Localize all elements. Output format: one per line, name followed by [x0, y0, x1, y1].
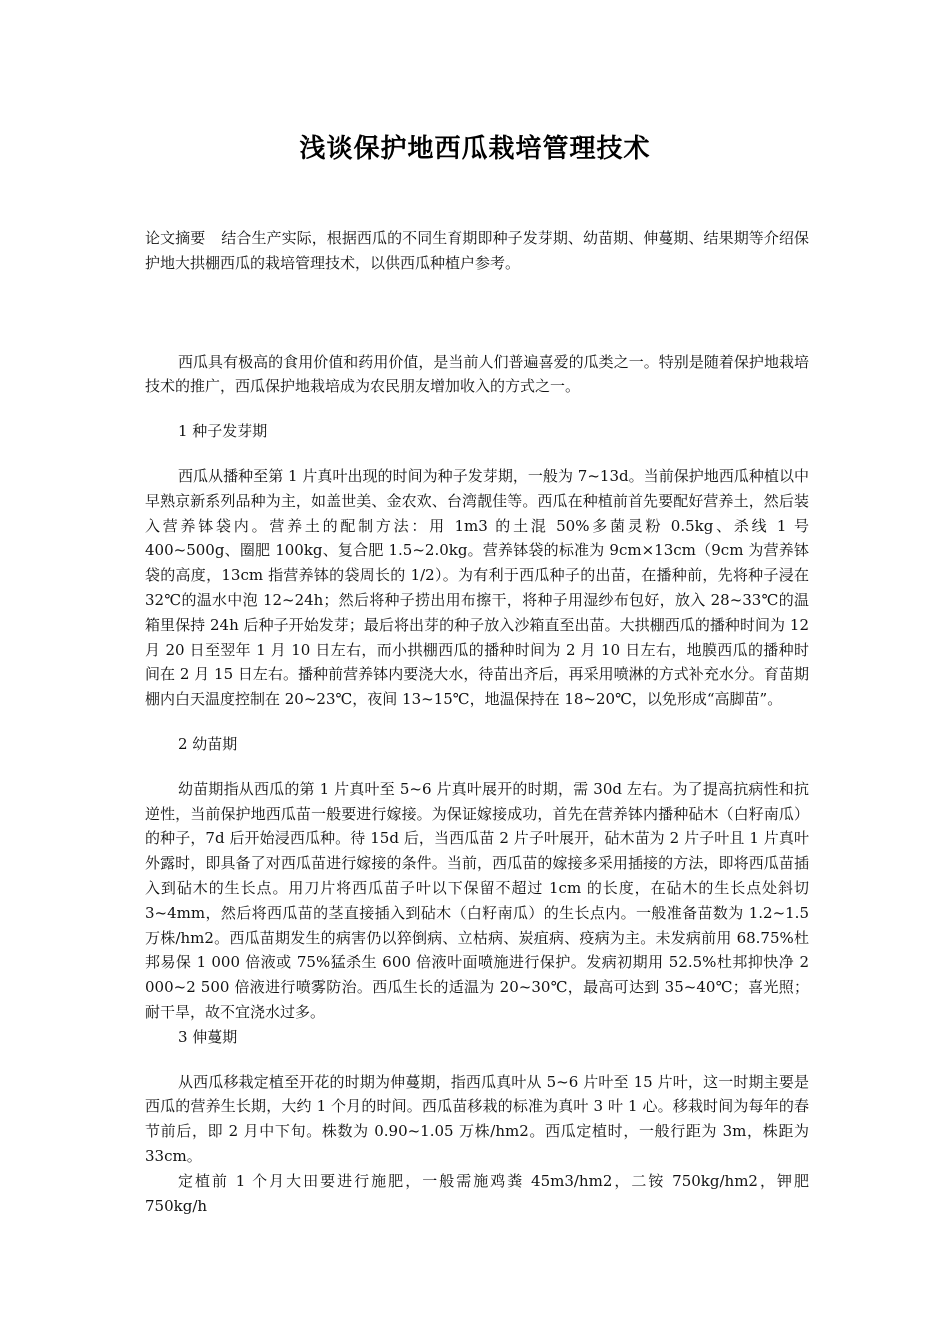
section-body-seedling: 幼苗期指从西瓜的第 1 片真叶至 5~6 片真叶展开的时期，需 30d 左右。为了提高抗病性和抗逆性，当前保护地西瓜苗一般要进行嫁接。为保证嫁接成功，首先在营养钵内播种砧木（白籽南瓜）的种子，7d 后开始浸西瓜种。待 15d 后，当西瓜苗 2 片子叶展开，砧木苗为 2 片子叶且 1 片真叶外露时，即具备了对西瓜苗进行嫁接的条件。当前，西瓜苗的嫁接多采用插接的方法，即将西瓜苗插入到砧木的生长点。用刀片将西瓜苗子叶以下保留不超过 1cm 的长度，在砧木的生长点处斜切 3~4mm，然后将西瓜苗的茎直接插入到砧木（白籽南瓜）的生长点内。一般准备苗数为 1.2~1.5 万株/hm2。西瓜苗期发生的病害仍以猝倒病、立枯病、炭疽病、疫病为主。未发病前用 68.75%杜邦易保 1 000 倍液或 75%猛杀生 600 倍液叶面喷施进行保护。发病初期用 52.5%杜邦抑快净 2 000~2 500 倍液进行喷雾防治。西瓜生长的适温为 20~30℃，最高可达到 35~40℃；喜光照；耐干旱，故不宜浇水过多。: [145, 779, 809, 1021]
section-heading-vine-growth: 3 伸蔓期: [178, 1027, 238, 1046]
section-heading-seed-germination: 1 种子发芽期: [178, 422, 268, 441]
abstract-label: 论文摘要: [145, 229, 206, 247]
document-body: [145, 226, 809, 1218]
abstract-text: 结合生产实际，根据西瓜的不同生育期即种子发芽期、幼苗期、伸蔓期、结果期等介绍保护地大拱棚西瓜的栽培管理技术，以供西瓜种植户参考。: [145, 229, 809, 272]
section-heading-seedling: 2 幼苗期: [178, 734, 238, 753]
section-body-seed-germination: 西瓜从播种至第 1 片真叶出现的时间为种子发芽期，一般为 7~13d。当前保护地西瓜种植以中早熟京新系列品种为主，如盖世美、金农欢、台湾靓佳等。西瓜在种植前首先要配好营养土，然后装入营养钵袋内。营养土的配制方法：用 1m3 的土混 50%多菌灵粉 0.5kg、杀线 1 号 400~500g、圈肥 100kg、复合肥 1.5~2.0kg。营养钵袋的标准为 9cm×13cm（9cm 为营养钵袋的高度，13cm 指营养钵的袋周长的 1/2）。为有利于西瓜种子的出苗，在播种前，先将种子浸在 32℃的温水中泡 12~24h；然后将种子捞出用布擦干，将种子用湿纱布包好，放入 28~33℃的温箱里保持 24h 后种子开始发芽；最后将出芽的种子放入沙箱直至出苗。大拱棚西瓜的播种时间为 12 月 20 日至翌年 1 月 10 日左右，而小拱棚西瓜的播种时间为 2 月 10 日左右，地膜西瓜的播种时间在 2 月 15 日左右。播种前营养钵内要浇大水，待苗出齐后，再采用喷淋的方式补充水分。育苗期棚内白天温度控制在 20~23℃，夜间 13~15℃，地温保持在 18~20℃，以免形成“高脚苗”。: [145, 466, 809, 709]
document-title: 浅谈保护地西瓜栽培管理技术: [299, 134, 651, 164]
intro-paragraph: 西瓜具有极高的食用价值和药用价值，是当前人们普遍喜爱的瓜类之一。特别是随着保护地栽培技术的推广，西瓜保护地栽培成为农民朋友增加收入的方式之一。: [145, 352, 809, 396]
section-body-vine-growth-1: 从西瓜移栽定植至开花的时期为伸蔓期，指西瓜真叶从 5~6 片叶至 15 片叶，这一时期主要是西瓜的营养生长期，大约 1 个月的时间。西瓜苗移栽的标准为真叶 3 叶 1 心。移栽时间为每年的春节前后，即 2 月中下旬。株数为 0.90~1.05 万株/hm2。西瓜定植时，一般行距为 3m，株距为 33cm。: [145, 1072, 809, 1165]
abstract-paragraph: [145, 226, 809, 276]
section-body-vine-growth-2: 定植前 1 个月大田要进行施肥，一般需施鸡粪 45m3/hm2，二铵 750kg/hm2，钾肥 750kg/h: [145, 1171, 809, 1215]
